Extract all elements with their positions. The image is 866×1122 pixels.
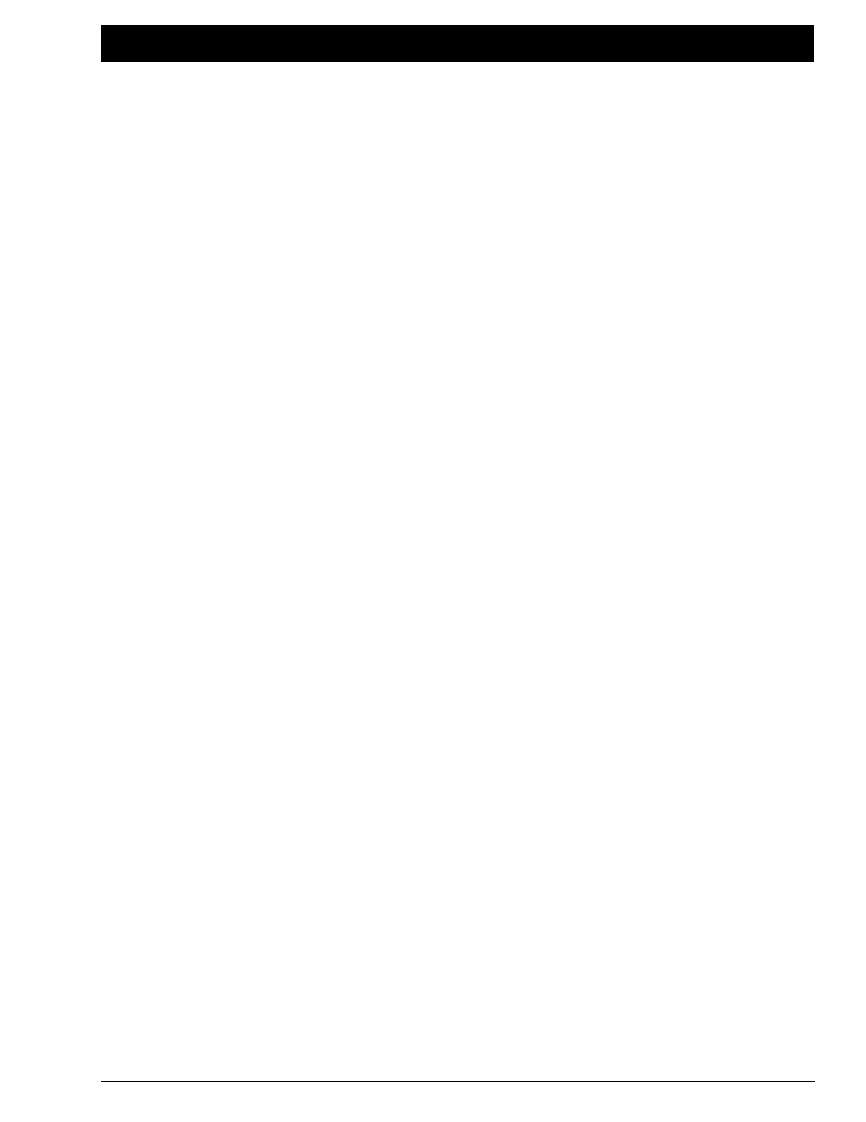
header-banner	[101, 25, 814, 62]
footer-divider	[101, 1081, 815, 1082]
